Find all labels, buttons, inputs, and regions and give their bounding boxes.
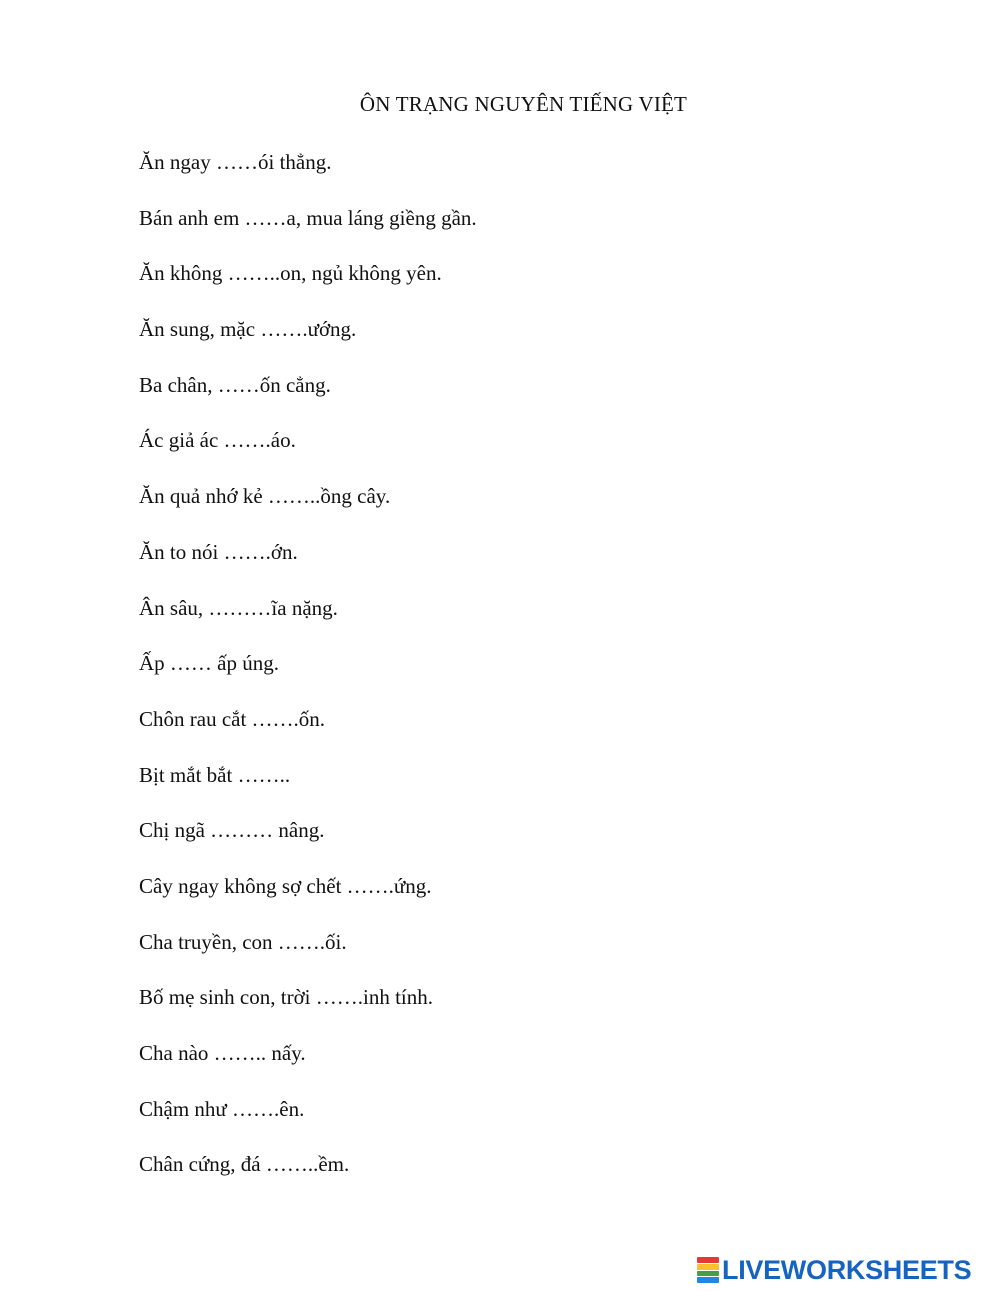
exercise-line: Bịt mắt bắt ……..: [139, 762, 291, 787]
exercise-line: Ăn quả nhớ kẻ ……..ồng cây.: [139, 484, 391, 509]
page-title: ÔN TRẠNG NGUYÊN TIẾNG VIỆT: [359, 92, 688, 116]
exercise-line: Bán anh em ……a, mua láng giềng gần.: [139, 205, 477, 230]
exercise-line: Bố mẹ sinh con, trời …….inh tính.: [139, 985, 434, 1010]
exercise-lines: [139, 148, 477, 1206]
exercise-line: Ăn sung, mặc …….ướng.: [139, 317, 357, 342]
exercise-line: Chị ngã ……… nâng.: [139, 818, 325, 843]
logo-block: [697, 1264, 719, 1270]
logo-block: [697, 1271, 719, 1277]
exercise-line: Ân sâu, ………ĩa nặng.: [139, 595, 338, 620]
exercise-line: Cha truyền, con …….ối.: [139, 929, 347, 954]
exercise-line: Cha nào …….. nấy.: [139, 1041, 306, 1065]
exercise-line: Ăn to nói …….ớn.: [139, 539, 298, 564]
liveworksheets-logo-icon: [697, 1257, 719, 1283]
exercise-line: Ác giả ác …….áo.: [139, 428, 296, 453]
exercise-line: Ăn ngay ……ói thẳng.: [139, 150, 332, 174]
exercise-line: Ba chân, ……ốn cẳng.: [139, 372, 331, 397]
exercise-line: Chôn rau cắt …….ốn.: [139, 706, 326, 731]
logo-block: [697, 1277, 719, 1283]
exercise-line: Chân cứng, đá ……..ềm.: [139, 1152, 350, 1177]
logo-text: LIVEWORKSHEETS: [722, 1254, 972, 1285]
exercise-line: Chậm như …….ên.: [139, 1096, 305, 1121]
exercise-line: Ấp …… ấp úng.: [139, 651, 279, 676]
exercise-line: Ăn không ……..on, ngủ không yên.: [139, 261, 442, 286]
exercise-line: Cây ngay không sợ chết …….ứng.: [139, 873, 432, 898]
liveworksheets-logo: [697, 1255, 971, 1285]
logo-block: [697, 1257, 719, 1263]
